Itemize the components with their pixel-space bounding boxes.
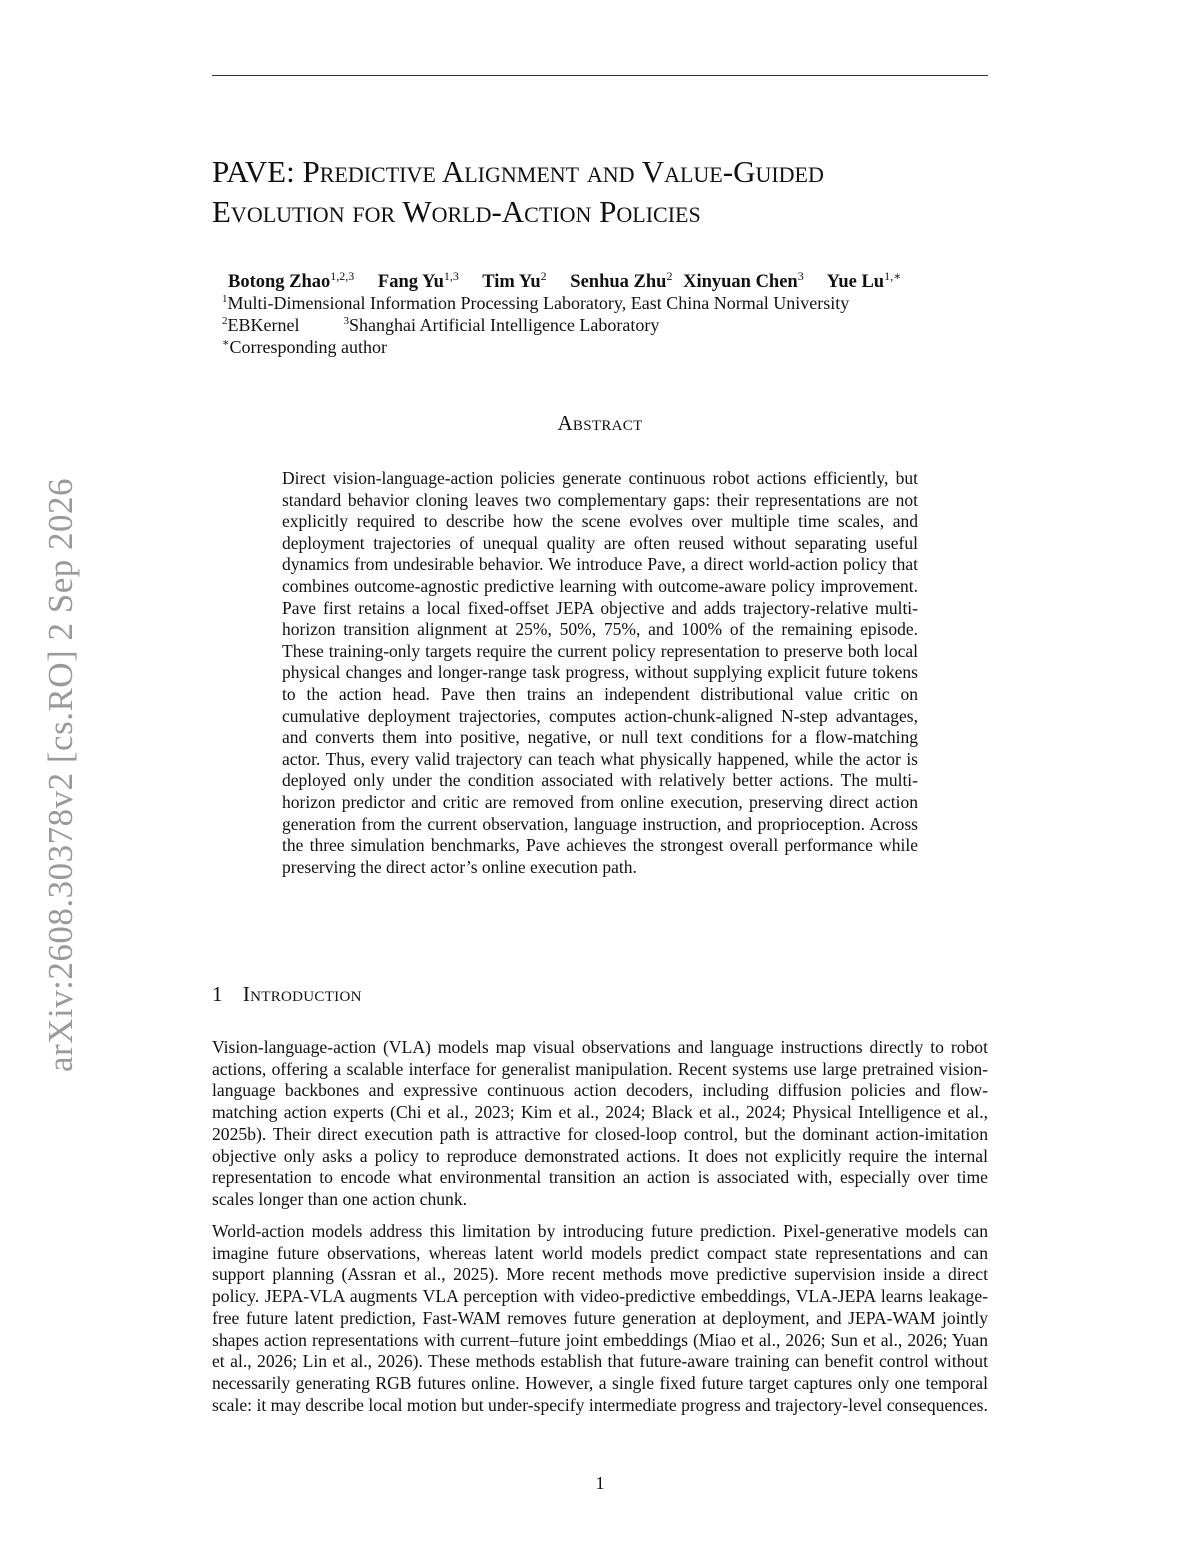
author: Yue $Lu^{1,∗}$ — [826, 269, 902, 293]
top-rule — [212, 75, 988, 76]
abstract-text: Direct vision-language-action policies generate continuous robot actions efficiently, but standard behavior cloning leaves two complementary gaps: their representations are not explicitly required to describe how the scene evolves over multiple time scales, and deployment trajectories of unequal quality are often reused without separating useful dynamics from undesirable behavior. We introduce Pave, a direct world-action policy that combines outcome-agnostic predictive learning with outcome-aware policy improvement. Pave first retains a local fixed-offset JEPA objective and adds trajectory-relative multi-horizon transition alignment at 25%, 50%, 75%, and 100% of the remaining episode. These training-only targets require the current policy representation to preserve both local physical changes and longer-range task progress, without supplying explicit future tokens to the action head. Pave then trains an independent distributional value critic on cumulative deployment trajectories, computes action-chunk-aligned N-step advantages, and converts them into positive, negative, or null text conditions for a flow-matching actor. Thus, every valid trajectory can teach what physically happened, while the actor is deployed only under the condition associated with relatively better actions. The multi-horizon predictor and critic are removed from online execution, preserving direct action generation from the current observation, language instruction, and proprioception. Across the three simulation benchmarks, Pave achieves the strongest overall performance while preserving the direct actor’s online execution path. — [282, 468, 918, 877]
paper-title — [212, 152, 1012, 232]
body-paragraph: Vision-language-action (VLA) models map visual observations and language instructions directly to robot actions, offering a scalable interface for generalist manipulation. Recent systems use large pretrained vision-language backbones and expressive continuous action decoders, including diffusion policies and flow-matching action experts (Chi et al., 2023; Kim et al., 2024; Black et al., 2024; Physical Intelligence et al., 2025b). Their direct execution path is attractive for closed-loop control, but the dominant action-imitation objective only asks a policy to reproduce demonstrated actions. It does not explicitly require the internal representation to encode what environmental transition an action is associated with, especially over time scales longer than one action chunk. — [212, 1037, 988, 1209]
author: Senhua Zhu$^2$ — [570, 269, 673, 293]
abstract-heading: Abstract — [557, 411, 643, 435]
author: Xinyuan Chen$^3$ — [683, 269, 804, 293]
author: Fang Yu$^{1,3}$ — [377, 269, 459, 293]
body-paragraph: World-action models address this limitation by introducing future prediction. Pixel-generative models can imagine future observations, whereas latent world models predict compact state representations and can support planning (Assran et al., 2025). More recent methods move predictive supervision inside a direct policy. JEPA-VLA augments VLA perception with video-predictive embeddings, VLA-JEPA learns leakage-free future latent prediction, Fast-WAM removes future generation at deployment, and JEPA-WAM jointly shapes action representations with current–future joint embeddings (Miao et al., 2026; Sun et al., 2026; Yuan et al., 2026; Lin et al., 2026). These methods establish that future-aware training can benefit control without necessarily generating RGB futures online. However, a single fixed future target captures only one temporal scale: it may describe local motion but under-specify intermediate progress and trajectory-level consequences. — [212, 1221, 988, 1415]
section-number: 1 — [212, 982, 223, 1006]
section-heading — [212, 982, 362, 1007]
section-title: Introduction — [242, 982, 362, 1006]
page-number: 1 — [595, 1473, 605, 1493]
author: Tim Yu$^2$ — [482, 269, 547, 293]
affiliation-2-3: $^2$EBKernel $^3$Shanghai Artificial Intelligence Laboratory — [222, 315, 660, 335]
affiliation-1: $^1$Multi-Dimensional Information Processing Laboratory, East China Normal University — [222, 293, 850, 313]
title-line-2: Evolution for World-Action Policies — [212, 194, 701, 229]
corresponding-author-note: ∗Corresponding author — [222, 337, 387, 357]
arxiv-stamp: arXiv:2608.30378v2 [cs.RO] 2 Sep 2026 — [41, 477, 80, 1073]
title-line-1: PAVE: Predictive Alignment and Value-Guided — [212, 154, 824, 189]
author: Botong Zhao$^{1,2,3}$ — [228, 269, 355, 293]
